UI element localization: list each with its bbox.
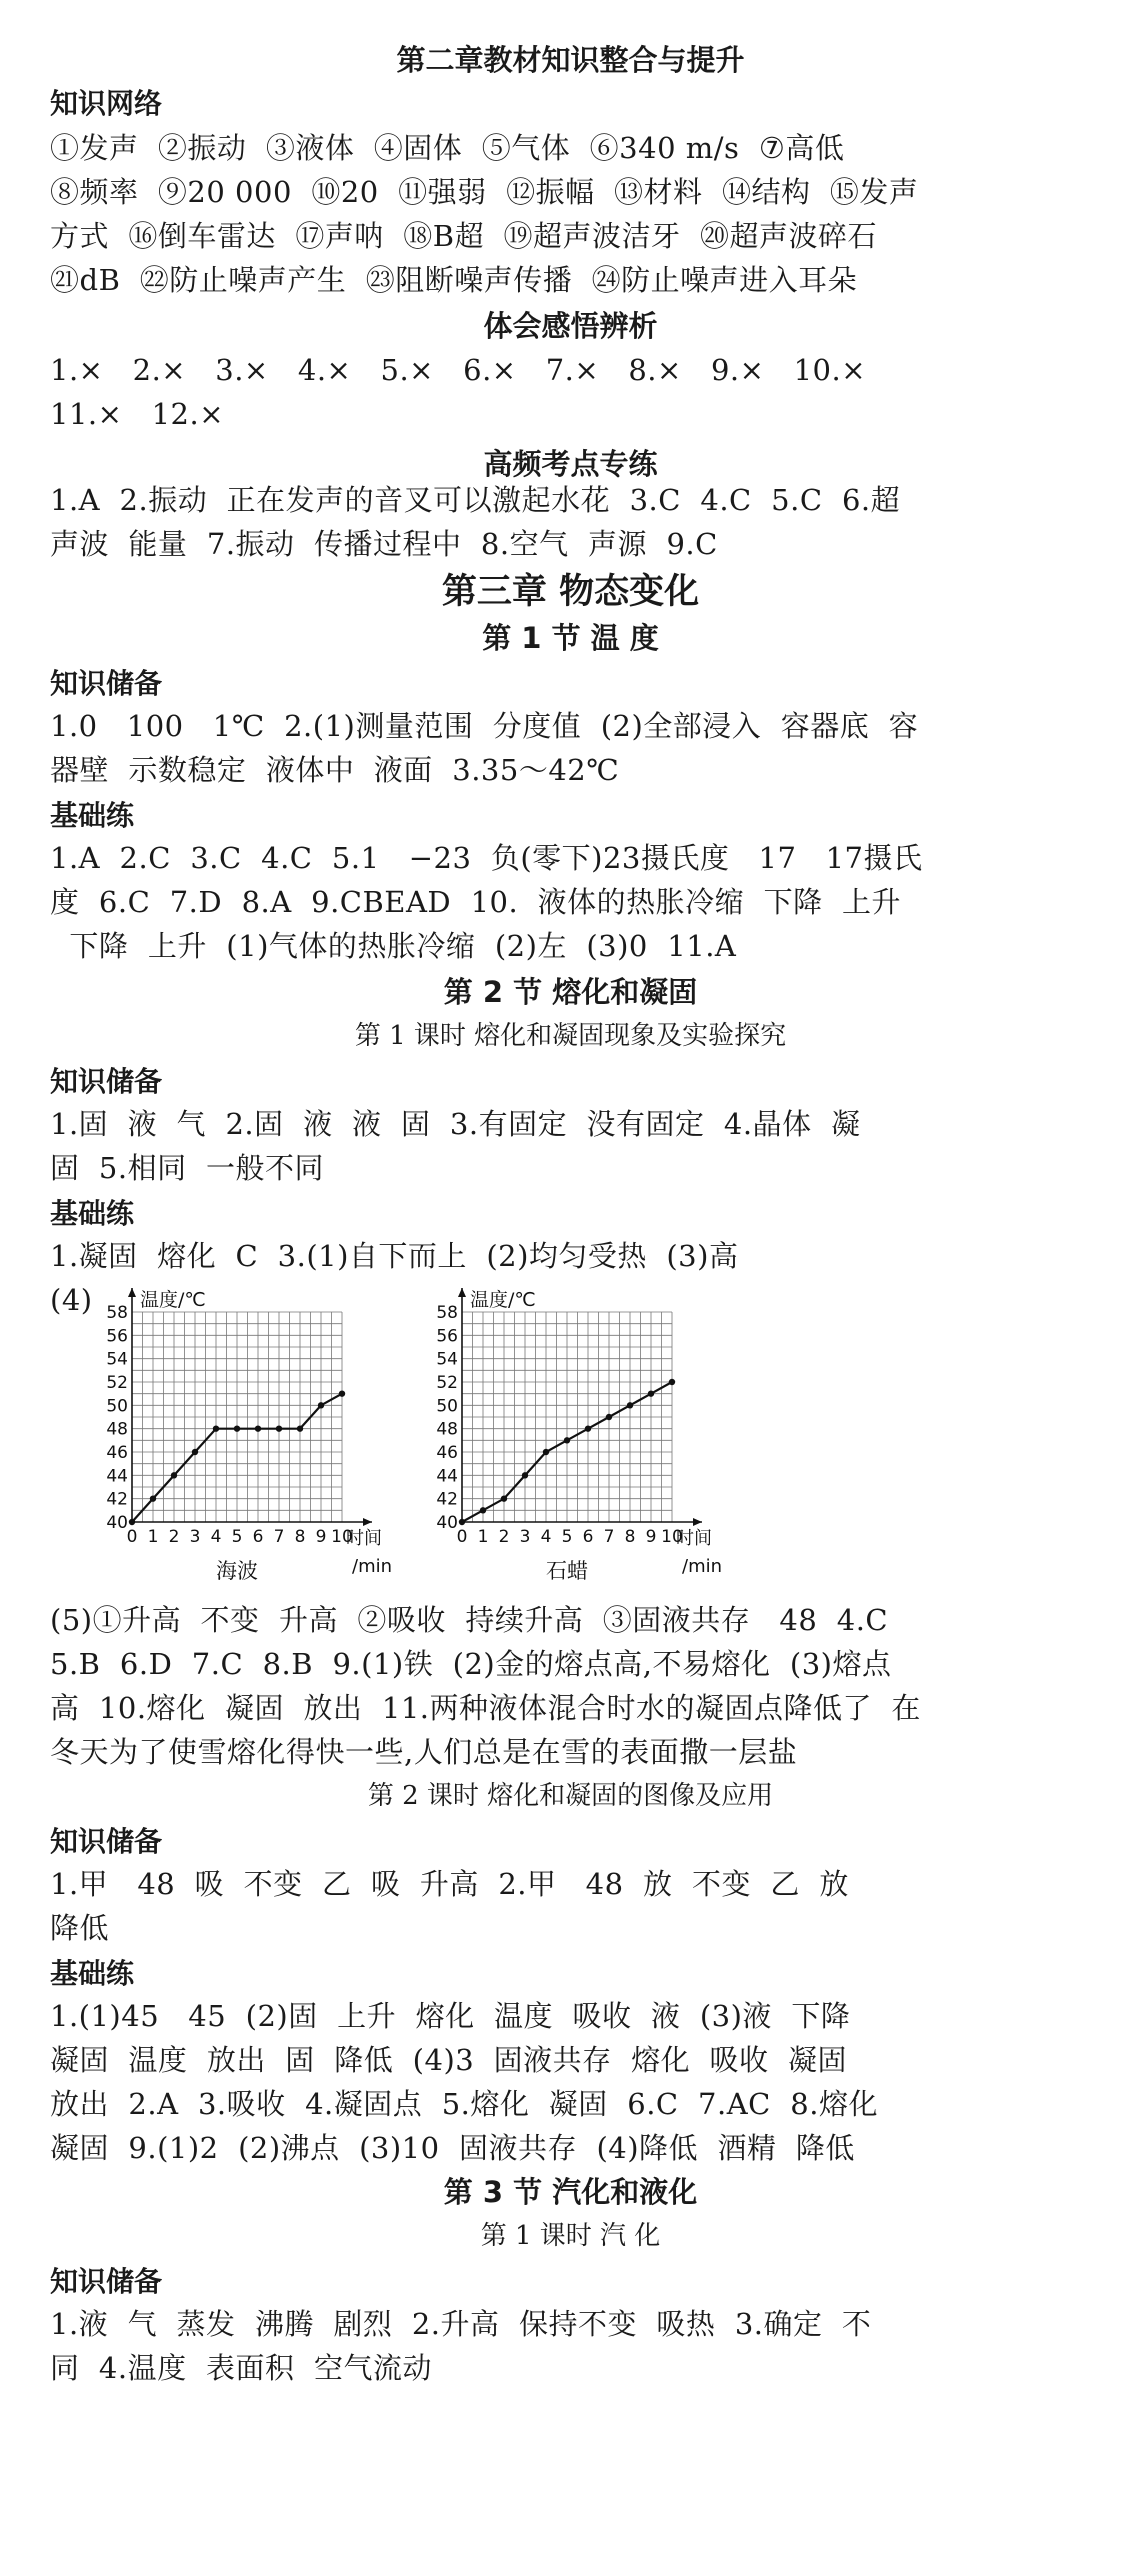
y-tick-label: 40 [436, 1513, 458, 1533]
x-tick-label: 9 [315, 1527, 327, 1547]
y-tick-label: 44 [106, 1466, 128, 1487]
s1-knowledge-line: 器壁 示数稳定 液体中 液面 3.35～42℃ [50, 753, 620, 787]
x-tick-label: 2 [498, 1527, 510, 1547]
x-tick-label: 1 [477, 1527, 489, 1547]
s3-knowledge-line: 1.液 气 蒸发 沸腾 剧烈 2.升高 保持不变 吸热 3.确定 不 [50, 2307, 872, 2341]
network-line: 方式 ⑯倒车雷达 ⑰声呐 ⑱B超 ⑲超声波洁牙 ⑳超声波碎石 [50, 219, 877, 253]
s2-lesson1-title: 第 1 课时 熔化和凝固现象及实验探究 [354, 1021, 787, 1051]
section1-title: 第 1 节 温 度 [482, 621, 659, 655]
y-tick-label: 46 [436, 1443, 458, 1463]
section2-title: 第 2 节 熔化和凝固 [443, 975, 698, 1009]
chart-paraffin [420, 1280, 760, 1600]
data-point [543, 1449, 549, 1455]
chart-title: 海波 [216, 1559, 258, 1583]
x-tick-label: 5 [231, 1527, 243, 1547]
x-tick-label: 5 [561, 1527, 573, 1547]
practice-line: 1.A 2.振动 正在发声的音叉可以激起水花 3.C 4.C 5.C 6.超 [50, 483, 901, 517]
data-point [606, 1414, 612, 1420]
x-tick-label: 2 [168, 1527, 180, 1547]
chart-title: 石蜡 [546, 1559, 588, 1583]
s2-after-line: 5.B 6.D 7.C 8.B 9.(1)铁 (2)金的熔点高,不易熔化 (3)熔点 [50, 1647, 892, 1681]
s2-knowledge-line: 固 5.相同 一般不同 [50, 1151, 325, 1185]
x-tick-label: 4 [210, 1527, 222, 1547]
s1-knowledge-line: 1.0 100 1℃ 2.(1)测量范围 分度值 (2)全部浸入 容器底 容 [50, 709, 919, 743]
data-point [648, 1390, 654, 1396]
data-point [501, 1495, 507, 1501]
x-axis-arrow [693, 1518, 702, 1526]
data-point [627, 1402, 633, 1408]
x-tick-label: 10 [661, 1527, 683, 1547]
knowledge-network-label: 知识网络 [50, 87, 163, 120]
s2-lesson2-title: 第 2 课时 熔化和凝固的图像及应用 [367, 1781, 774, 1811]
practice-line: 声波 能量 7.振动 传播过程中 8.空气 声源 9.C [50, 527, 718, 561]
y-axis-arrow [458, 1288, 466, 1297]
y-tick-label: 56 [106, 1326, 128, 1347]
s1-basic-line: 1.A 2.C 3.C 4.C 5.1 −23 负(零下)23摄氏度 17 17摄氏 [50, 841, 923, 875]
chapter3-title: 第三章 物态变化 [441, 572, 700, 612]
x-tick-label: 1 [147, 1527, 159, 1547]
s2-basic2-label: 基础练 [50, 1957, 135, 1990]
y-tick-label: 50 [106, 1396, 128, 1417]
s1-basic-line: 度 6.C 7.D 8.A 9.CBEAD 10. 液体的热胀冷缩 下降 上升 [50, 885, 902, 919]
analysis-line: 1.× 2.× 3.× 4.× 5.× 6.× 7.× 8.× 9.× 10.× [50, 353, 867, 387]
y-tick-label: 52 [106, 1373, 128, 1393]
graph-prefix: (4) [50, 1283, 93, 1317]
network-line: ㉑dB ㉒防止噪声产生 ㉓阻断噪声传播 ㉔防止噪声进入耳朵 [50, 263, 858, 297]
y-tick-label: 54 [436, 1349, 458, 1370]
s1-basic-line: 下降 上升 (1)气体的热胀冷缩 (2)左 (3)0 11.A [50, 929, 737, 963]
y-tick-label: 40 [106, 1513, 128, 1533]
y-tick-label: 56 [436, 1326, 458, 1347]
x-tick-label: 3 [519, 1527, 531, 1547]
s2-basic-line: 1.凝固 熔化 C 3.(1)自下而上 (2)均匀受热 (3)高 [50, 1239, 739, 1273]
s3-knowledge-line: 同 4.温度 表面积 空气流动 [50, 2351, 432, 2385]
y-tick-label: 46 [106, 1443, 128, 1463]
data-point [234, 1425, 240, 1431]
s2-after-line: 高 10.熔化 凝固 放出 11.两种液体混合时水的凝固点降低了 在 [50, 1691, 921, 1725]
s2-basic2-line: 凝固 温度 放出 固 降低 (4)3 固液共存 熔化 吸收 凝固 [50, 2043, 847, 2077]
y-axis-label: 温度/℃ [140, 1289, 206, 1311]
analysis-title: 体会感悟辨析 [483, 309, 658, 343]
data-point [564, 1437, 570, 1443]
x-tick-label: 8 [624, 1527, 636, 1547]
s2-knowledge-line: 1.固 液 气 2.固 液 液 固 3.有固定 没有固定 4.晶体 凝 [50, 1107, 861, 1141]
data-point [276, 1425, 282, 1431]
x-tick-label: 6 [252, 1527, 264, 1547]
s2-after-line: (5)①升高 不变 升高 ②吸收 持续升高 ③固液共存 48 4.C [50, 1603, 889, 1637]
y-axis-label: 温度/℃ [470, 1289, 536, 1311]
y-tick-label: 58 [106, 1303, 128, 1323]
data-point [459, 1519, 465, 1525]
s2-knowledge2-line: 降低 [50, 1911, 110, 1945]
y-tick-label: 54 [106, 1349, 128, 1370]
data-point [129, 1519, 135, 1525]
x-axis-label: 时间 [676, 1528, 712, 1549]
data-point [585, 1425, 591, 1431]
data-point [480, 1507, 486, 1513]
data-point [192, 1449, 198, 1455]
y-tick-label: 48 [106, 1419, 128, 1440]
y-tick-label: 44 [436, 1466, 458, 1487]
s2-knowledge2-label: 知识储备 [50, 1825, 163, 1858]
s2-basic2-line: 1.(1)45 45 (2)固 上升 熔化 温度 吸收 液 (3)液 下降 [50, 1999, 851, 2033]
x-tick-label: 7 [273, 1527, 285, 1547]
data-point [339, 1390, 345, 1396]
y-tick-label: 42 [436, 1489, 458, 1510]
data-point [522, 1472, 528, 1478]
s2-basic2-line: 放出 2.A 3.吸收 4.凝固点 5.熔化 凝固 6.C 7.AC 8.熔化 [50, 2087, 878, 2121]
chapter2-review-title: 第二章教材知识整合与提升 [396, 43, 745, 77]
s2-knowledge-label: 知识储备 [50, 1065, 163, 1098]
s2-basic2-line: 凝固 9.(1)2 (2)沸点 (3)10 固液共存 (4)降低 酒精 降低 [50, 2131, 855, 2165]
practice-title: 高频考点专练 [483, 447, 658, 481]
y-tick-label: 42 [106, 1489, 128, 1510]
x-axis-arrow [363, 1518, 372, 1526]
analysis-line: 11.× 12.× [50, 397, 224, 431]
network-line: ⑧频率 ⑨20 000 ⑩20 ⑪强弱 ⑫振幅 ⑬材料 ⑭结构 ⑮发声 [50, 175, 919, 209]
x-tick-label: 10 [331, 1527, 353, 1547]
section3-title: 第 3 节 汽化和液化 [443, 2175, 698, 2209]
y-tick-label: 58 [436, 1303, 458, 1323]
s2-knowledge2-line: 1.甲 48 吸 不变 乙 吸 升高 2.甲 48 放 不变 乙 放 [50, 1867, 849, 1901]
data-point [669, 1379, 675, 1385]
x-tick-label: 7 [603, 1527, 615, 1547]
x-tick-label: 0 [126, 1527, 138, 1547]
x-axis-label: 时间 [346, 1528, 382, 1549]
x-tick-label: 3 [189, 1527, 201, 1547]
s1-knowledge-label: 知识储备 [50, 667, 163, 700]
x-tick-label: 6 [582, 1527, 594, 1547]
data-point [297, 1425, 303, 1431]
chart-hypo [90, 1280, 420, 1600]
data-point [150, 1495, 156, 1501]
x-tick-label: 4 [540, 1527, 552, 1547]
x-tick-label: 9 [645, 1527, 657, 1547]
y-tick-label: 48 [436, 1419, 458, 1440]
x-axis-unit: /min [682, 1556, 723, 1577]
data-point [318, 1402, 324, 1408]
s1-basic-label: 基础练 [50, 799, 135, 832]
data-point [213, 1425, 219, 1431]
s2-basic-label: 基础练 [50, 1197, 135, 1230]
x-axis-unit: /min [352, 1556, 393, 1577]
network-line: ①发声 ②振动 ③液体 ④固体 ⑤气体 ⑥340 m/s ⑦高低 [50, 131, 845, 165]
s2-after-line: 冬天为了使雪熔化得快一些,人们总是在雪的表面撒一层盐 [50, 1735, 798, 1769]
s3-knowledge-label: 知识储备 [50, 2265, 163, 2298]
data-point [255, 1425, 261, 1431]
y-tick-label: 52 [436, 1373, 458, 1393]
x-tick-label: 8 [294, 1527, 306, 1547]
y-axis-arrow [128, 1288, 136, 1297]
x-tick-label: 0 [456, 1527, 468, 1547]
data-point [171, 1472, 177, 1478]
y-tick-label: 50 [436, 1396, 458, 1417]
s3-lesson1-title: 第 1 课时 汽 化 [480, 2221, 661, 2251]
